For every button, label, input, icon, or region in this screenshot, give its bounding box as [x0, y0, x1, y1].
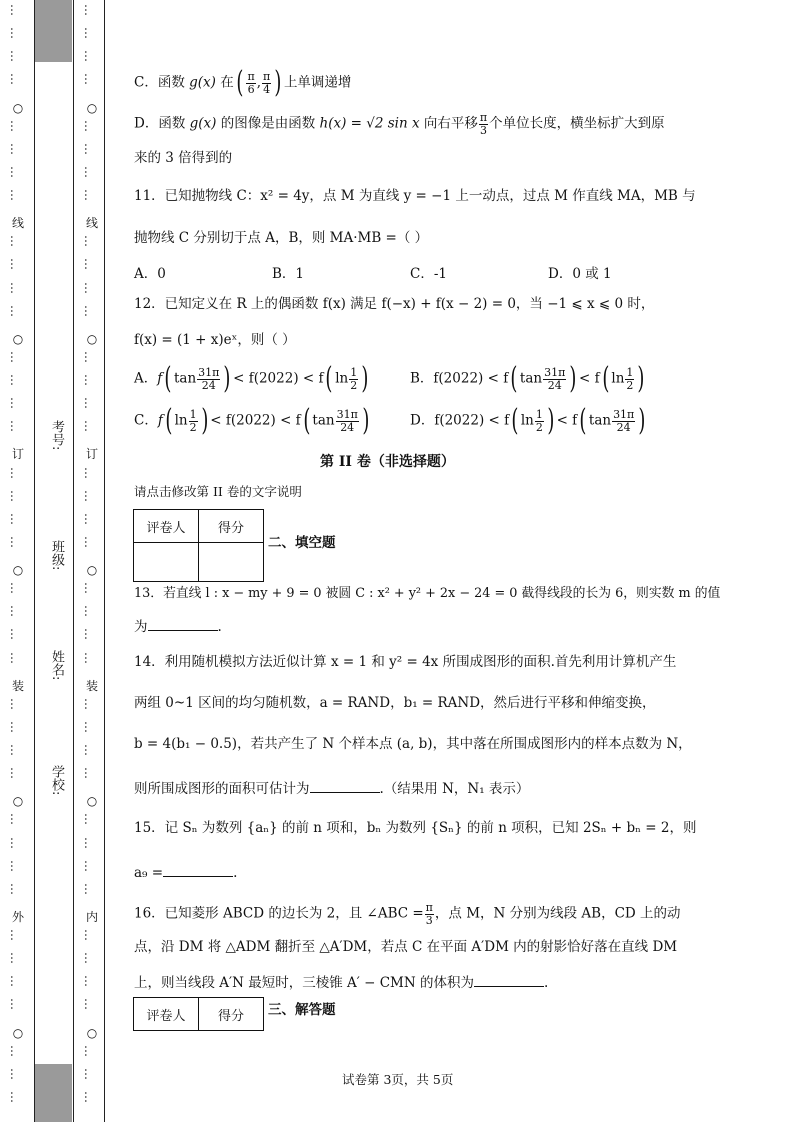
margin-outer-char: ○ [12, 1025, 24, 1040]
score-cell[interactable] [199, 543, 264, 582]
margin-inner-char: … [82, 235, 96, 248]
table-header-score: 得分 [199, 510, 264, 543]
margin-inner-char: 内 [85, 909, 98, 924]
q10-option-d-cont: 来的 3 倍得到的 [134, 150, 233, 166]
margin-outer-char: … [8, 374, 22, 386]
margin-inner-char: … [82, 466, 96, 479]
margin-outer-char: … [8, 628, 22, 641]
margin-inner-char: ○ [86, 331, 98, 346]
margin-outer-char: … [8, 50, 22, 63]
field-exam-no: 考号: [49, 420, 64, 451]
q16-line2: 点，沿 DM 将 △ADM 翻折至 △A′DM，若点 C 在平面 A′DM 内的射影恰好落在直线 DM [134, 939, 678, 955]
margin-outer-char: … [8, 258, 22, 271]
margin-inner-char: … [82, 1044, 96, 1057]
margin-inner-char: … [82, 420, 96, 433]
margin-outer-char: … [8, 998, 22, 1011]
margin-inner-char: … [82, 975, 96, 988]
margin-outer-char: … [8, 420, 22, 433]
margin-inner-char: … [82, 374, 96, 386]
margin-inner-line [104, 0, 105, 1122]
margin-outer-char: … [8, 929, 22, 941]
margin-outer-char: … [8, 142, 22, 155]
margin-outer-char: ○ [12, 794, 24, 809]
margin-outer-char: … [8, 1067, 22, 1080]
q14-line2: 两组 0~1 区间的均匀随机数，a = RAND，b₁ = RAND，然后进行平移和伸缩变换， [134, 695, 656, 711]
q16-line1: 16．已知菱形 ABCD 的边长为 2，且 ∠ABC = $\frac{\pi}{3}$ ，点 M，N 分别为线段 AB，CD 上的动 [134, 901, 681, 927]
margin-outer-char: … [8, 767, 22, 780]
q12-line1: 12．已知定义在 R 上的偶函数 f(x) 满足 f(−x) + f(x − 2) = 0，当 −1 ⩽ x ⩽ 0 时， [134, 296, 655, 312]
field-school: 学校: [49, 765, 64, 796]
margin-outer-char: 装 [11, 678, 24, 693]
margin-inner-char: … [82, 165, 96, 178]
q14-answer-blank[interactable] [310, 780, 380, 793]
margin-gray-top [35, 0, 72, 62]
q12-option-a: A．f( tan $\frac{31\pi}{24}$ ) < f(2022) < f( ln $\frac{1}{2}$ ) [134, 361, 369, 396]
margin-outer-char: … [8, 882, 22, 895]
margin-inner-char: ○ [86, 794, 98, 809]
q11-option-d: D．0 或 1 [548, 266, 612, 282]
margin-outer-char: 线 [11, 216, 24, 231]
margin-inner-char: … [82, 304, 96, 317]
margin-inner-char: … [82, 882, 96, 895]
margin-inner-char: … [82, 50, 96, 63]
section2-heading: 二、填空题 [268, 535, 336, 551]
table-header-grader: 评卷人 [134, 998, 199, 1031]
grader-cell[interactable] [134, 543, 199, 582]
margin-gray-bottom [35, 1064, 72, 1122]
margin-outer-char: … [8, 697, 22, 710]
margin-inner-char: … [82, 720, 96, 733]
score-table-section3 [133, 997, 264, 1031]
margin-outer-char: … [8, 281, 22, 294]
q16-line3: 上，则当线段 A′N 最短时，三棱锥 A′ − CMN 的体积为 . [134, 975, 549, 991]
margin-outer-char: … [8, 605, 22, 618]
margin-inner-char: … [82, 281, 96, 294]
q11-line1: 11．已知抛物线 C：x² = 4y，点 M 为直线 y = −1 上一动点，过点 M 作直线 MA，MB 与 [134, 188, 696, 204]
section2-title: 第 II 卷（非选择题） [320, 454, 455, 470]
margin-outer-char: 外 [11, 909, 24, 924]
margin-inner-char: 订 [85, 447, 98, 462]
margin-inner-char: … [82, 813, 96, 826]
margin-inner-char: … [82, 744, 96, 756]
margin-inner-char: … [82, 952, 96, 965]
margin-outer-char: … [8, 466, 22, 479]
q14-line3: b = 4(b₁ − 0.5)，若共产生了 N 个样本点 (a, b)，其中落在所围成图形内的样本点数为 N， [134, 736, 692, 752]
margin-inner-char: … [82, 512, 96, 525]
margin-inner-char: … [82, 258, 96, 271]
q11-option-c: C．-1 [410, 266, 447, 282]
margin-outer-char: … [8, 535, 22, 548]
margin-outer-char: … [8, 235, 22, 248]
table-header-grader: 评卷人 [134, 510, 199, 543]
margin-outer-char: … [8, 350, 22, 363]
q16-answer-blank[interactable] [474, 974, 544, 987]
margin-outer-char: … [8, 859, 22, 872]
margin-outer-char: … [8, 813, 22, 826]
margin-inner-char: … [82, 929, 96, 941]
margin-outer-char: … [8, 975, 22, 988]
q15-answer-blank[interactable] [163, 864, 233, 877]
margin-inner-char: … [82, 605, 96, 618]
margin-outer-char: … [8, 397, 22, 410]
page-footer: 试卷第 3页，共 5页 [342, 1072, 454, 1087]
table-header-score: 得分 [199, 998, 264, 1031]
margin-inner-char: … [82, 142, 96, 155]
margin-outer-char: … [8, 582, 22, 595]
q15-line1: 15．记 Sₙ 为数列 {aₙ} 的前 n 项和，bₙ 为数列 {Sₙ} 的前 n 项积，已知 2Sₙ + bₙ = 2，则 [134, 820, 697, 836]
margin-outer-char: … [8, 27, 22, 40]
margin-inner-char: … [82, 189, 96, 201]
margin-inner-char: … [82, 1090, 96, 1103]
margin-outer-char: … [8, 489, 22, 502]
q11-line2: 抛物线 C 分别切于点 A，B，则 MA·MB =（ ） [134, 230, 429, 246]
margin-inner-char: … [82, 697, 96, 710]
margin-inner-char: 装 [85, 678, 98, 693]
q11-option-a: A．0 [134, 266, 166, 282]
q13-line1: 13．若直线 l : x − my + 9 = 0 被圆 C : x² + y² + 2x − 24 = 0 截得线段的长为 6，则实数 m 的值 [134, 586, 721, 601]
q12-option-c: C．f( ln $\frac{1}{2}$ ) < f(2022) < f( tan $\frac{31\pi}{24}$ ) [134, 403, 370, 438]
q12-option-d: D．f(2022) < f( ln $\frac{1}{2}$ ) < f( tan $\frac{31\pi}{24}$ ) [410, 403, 646, 438]
q11-option-b: B．1 [272, 266, 305, 282]
margin-outer-char: … [8, 720, 22, 733]
margin-inner-char: … [82, 119, 96, 132]
q14-line1: 14．利用随机模拟方法近似计算 x = 1 和 y² = 4x 所围成图形的面积.首先利用计算机产生 [134, 654, 677, 670]
margin-inner-char: 线 [85, 216, 98, 231]
q14-line4: 则所围成图形的面积可估计为 .（结果用 N，N₁ 表示） [134, 781, 530, 797]
margin-outer-char: … [8, 1090, 22, 1103]
margin-inner-char: … [82, 582, 96, 595]
margin-outer-char: … [8, 651, 22, 664]
margin-inner-char: … [82, 397, 96, 410]
margin-outer-char: 订 [11, 447, 24, 462]
margin-outer-char: … [8, 4, 22, 16]
q12-option-b: B．f(2022) < f( tan $\frac{31\pi}{24}$ ) < f( ln $\frac{1}{2}$ ) [410, 361, 645, 396]
field-name: 姓名: [49, 650, 64, 681]
margin-inner-char: … [82, 651, 96, 664]
margin-outer-char: … [8, 73, 22, 86]
margin-inner-char: … [82, 535, 96, 548]
margin-outer-char: … [8, 744, 22, 756]
margin-inner-char: … [82, 489, 96, 502]
margin-inner-char: … [82, 1067, 96, 1080]
q15-line2: a₉ = . [134, 865, 238, 881]
margin-outer-char: … [8, 304, 22, 317]
margin-inner-char: … [82, 628, 96, 641]
q12-line2: f(x) = (1 + x)eˣ，则（ ） [134, 332, 296, 348]
margin-outer-char: ○ [12, 563, 24, 577]
q13-line2: 为 . [134, 619, 222, 635]
margin-inner-char: ○ [86, 563, 98, 577]
section3-heading: 三、解答题 [268, 1002, 336, 1018]
margin-outer-char: ○ [12, 331, 24, 346]
margin-outer-char: … [8, 189, 22, 201]
margin-outer-char: … [8, 119, 22, 132]
margin-inner-char: … [82, 73, 96, 86]
field-class: 班级: [49, 540, 64, 571]
margin-outer-char: ○ [12, 100, 24, 115]
q13-answer-blank[interactable] [148, 618, 218, 631]
section2-note: 请点击修改第 II 卷的文字说明 [134, 484, 302, 499]
margin-inner-char: … [82, 836, 96, 849]
margin-inner-char: … [82, 859, 96, 872]
margin-inner-char: … [82, 4, 96, 16]
margin-outer-char: … [8, 512, 22, 525]
score-table-section2 [133, 509, 264, 582]
margin-inner-char: … [82, 350, 96, 363]
margin-inner-char: ○ [86, 1025, 98, 1040]
margin-outer-char: … [8, 836, 22, 849]
margin-inner-char: … [82, 27, 96, 40]
q10-option-c: C．函数 g(x) 在( $\frac{\pi}{6}$ , $\frac{\pi}{4}$ ) 上单调递增 [134, 65, 352, 100]
margin-outer-char: … [8, 165, 22, 178]
margin-outer-char: … [8, 952, 22, 965]
margin-inner-char: … [82, 998, 96, 1011]
margin-outer-char: … [8, 1044, 22, 1057]
margin-inner-char: ○ [86, 100, 98, 115]
q10-option-d: D．函数 g(x) 的图像是由函数 h(x) = √2 sin x 向右平移 $\frac{\pi}{3}$ 个单位长度，横坐标扩大到原 [134, 111, 665, 137]
margin-inner-char: … [82, 767, 96, 780]
